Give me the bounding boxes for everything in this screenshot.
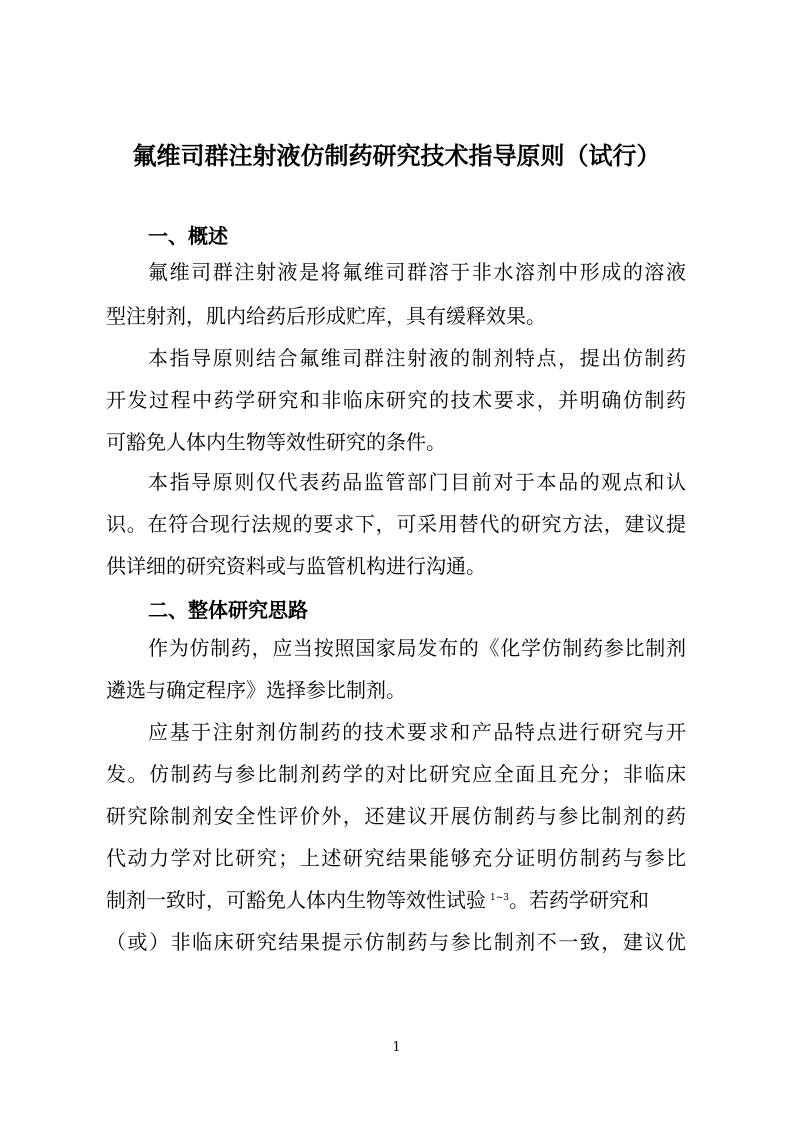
paragraph-line: 可豁免人体内生物等效性研究的条件。 bbox=[106, 430, 446, 454]
paragraph-line: 遴选与确定程序》选择参比制剂。 bbox=[106, 678, 406, 702]
paragraph-line: 代动力学对比研究；上述研究结果能够充分证明仿制药与参比 bbox=[106, 846, 686, 870]
paragraph-line: 本指导原则结合氟维司群注射液的制剂特点，提出仿制药 bbox=[148, 346, 686, 370]
paragraph-line: 开发过程中药学研究和非临床研究的技术要求，并明确仿制药 bbox=[106, 388, 686, 412]
paragraph-text: 。若药学研究和 bbox=[509, 888, 649, 912]
paragraph-line-with-reference bbox=[106, 886, 686, 914]
section-heading-overall-approach: 二、整体研究思路 bbox=[148, 598, 308, 622]
page-number: 1 bbox=[392, 1040, 401, 1055]
paragraph-line: 应基于注射剂仿制药的技术要求和产品特点进行研究与开 bbox=[148, 720, 686, 744]
paragraph-line: 本指导原则仅代表药品监管部门目前对于本品的观点和认 bbox=[148, 470, 686, 494]
document-title: 氟维司群注射液仿制药研究技术指导原则（试行） bbox=[132, 141, 661, 170]
paragraph-line: 研究除制剂安全性评价外，还建议开展仿制药与参比制剂的药 bbox=[106, 804, 686, 828]
paragraph-line: 识。在符合现行法规的要求下，可采用替代的研究方法，建议提 bbox=[106, 512, 686, 536]
paragraph-text: 制剂一致时，可豁免人体内生物等效性试验 bbox=[106, 888, 486, 912]
reference-superscript: 1~3 bbox=[490, 893, 509, 903]
paragraph-line: 型注射剂，肌内给药后形成贮库，具有缓释效果。 bbox=[106, 304, 546, 328]
paragraph-line: 氟维司群注射液是将氟维司群溶于非水溶剂中形成的溶液 bbox=[148, 260, 686, 284]
paragraph-line: （或）非临床研究结果提示仿制药与参比制剂不一致，建议优 bbox=[106, 930, 686, 954]
section-heading-overview: 一、概述 bbox=[148, 224, 228, 248]
paragraph-line: 供详细的研究资料或与监管机构进行沟通。 bbox=[106, 554, 486, 578]
paragraph-line: 作为仿制药，应当按照国家局发布的《化学仿制药参比制剂 bbox=[148, 636, 686, 660]
paragraph-line: 发。仿制药与参比制剂药学的对比研究应全面且充分；非临床 bbox=[106, 762, 686, 786]
